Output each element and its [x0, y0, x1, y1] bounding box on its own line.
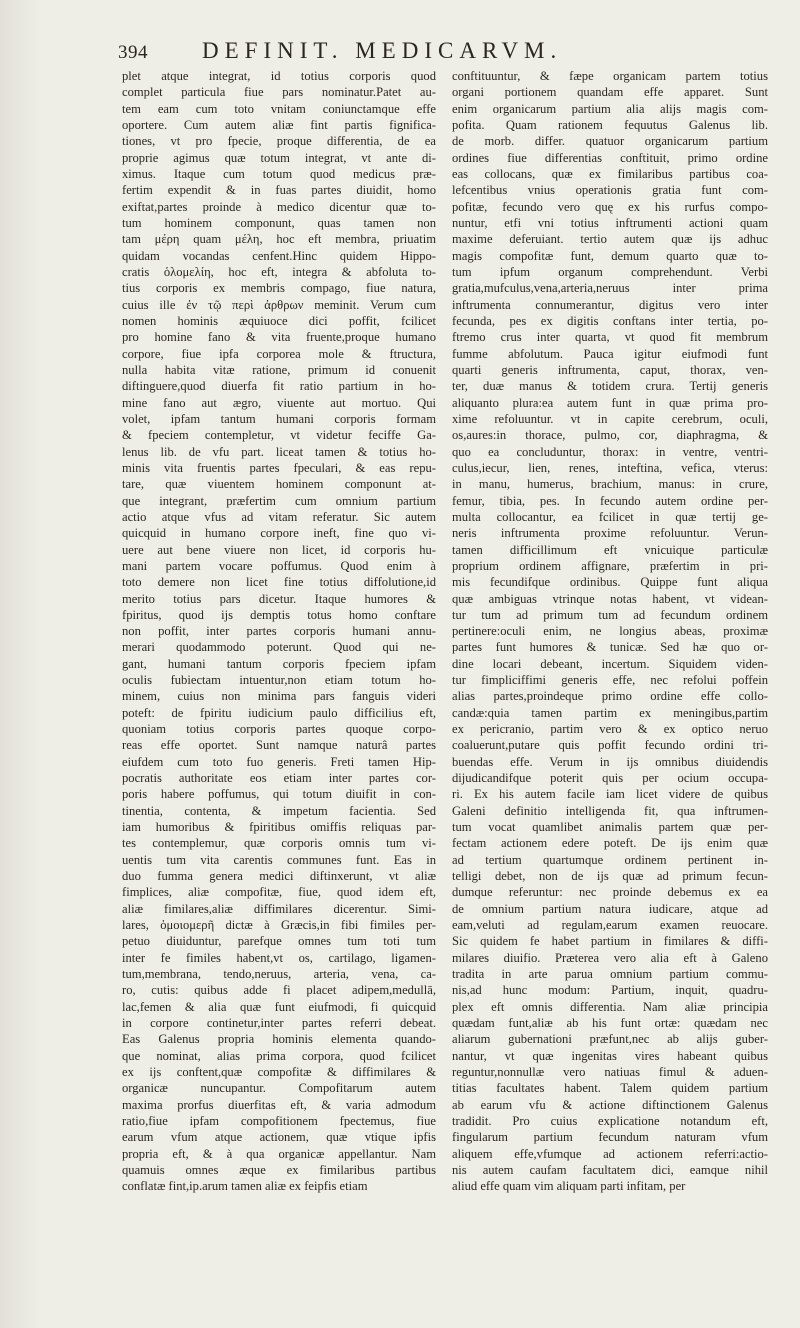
text-line: proprium ordinem affignare, præfertim in pri-	[452, 558, 768, 573]
text-line: tam μέρη quam μέλη, hoc eft membra, priuatim	[122, 232, 436, 247]
text-line: petuo diuiduntur, parefque omnes tum toti tum	[122, 934, 436, 949]
text-line: tum vocat quamlibet animalis partem quæ per-	[452, 820, 768, 835]
text-line: ex ijs conftent,quæ compofitæ & diffimilares &	[122, 1065, 436, 1080]
text-line: enim organicarum partium alia alijs magis com-	[452, 101, 768, 116]
text-line: exiftat,partes proinde à medico dicentur quæ to-	[122, 199, 436, 214]
text-line: quoniam totius corporis partes quoque corpo-	[122, 722, 436, 737]
text-line: lenus lib. de vfu part. liceat tamen & totius ho-	[122, 444, 436, 459]
text-line: poteft: de fpiritu iudicium paulo difficilius eft,	[122, 705, 436, 720]
text-line: candæ:quia tamen partim ex meningibus,partim	[452, 705, 768, 720]
text-line: tius corporis ex membris compago, fiue natura,	[122, 281, 436, 296]
text-line: toto demere non licet fine totius diffolutione,id	[122, 575, 436, 590]
text-line: buendas effe. Verum in ijs omnibus diuidendis	[452, 754, 768, 769]
text-line: dine locari debeant, incertum. Siquidem viden-	[452, 656, 768, 671]
text-line: de morb. differ. quatuor organicarum partium	[452, 134, 768, 149]
text-line: oculis fubiectam intuentur,non etiam totum ho-	[122, 673, 436, 688]
text-line: tinentia, contenta, & impetum facientia. Sed	[122, 803, 436, 818]
text-line: ad tertium quartumque ordinem pertinent in-	[452, 852, 768, 867]
text-line: minem, cuius non minima pars fanguis videri	[122, 689, 436, 704]
text-line: aliquanto plura:ea autem funt in quæ prima pro-	[452, 395, 768, 410]
text-line: tum ipfum organum comprehendunt. Verbi	[452, 264, 768, 279]
text-line: reguntur,nonnullæ vero natiuas fimul & aduen-	[452, 1065, 768, 1080]
text-line: nulla habita vitæ ratione, primum id conuenit	[122, 362, 436, 377]
text-line: tradita in arte parua omnium partium commu-	[452, 967, 768, 982]
text-line: fertim expendit & in fuas partes diuidit, homo	[122, 183, 436, 198]
text-line: de omnium partium natura iudicare, atque ad	[452, 901, 768, 916]
text-line: culus,iecur, lien, renes, inteftina, vefica, vterus:	[452, 460, 768, 475]
text-line: que nominat, alias prima corpora, quod fcilicet	[122, 1048, 436, 1063]
text-line: multa collocantur, ea fcilicet in quæ tertij ge-	[452, 509, 768, 524]
text-line: milares diuifio. Præterea vero alia eft à Galeno	[452, 950, 768, 965]
text-line: nantur, vt quæ ingenitas vires habeant quibus	[452, 1048, 768, 1063]
text-line: Eas Galenus propria hominis elementa quando-	[122, 1032, 436, 1047]
text-line: fectam actionem edere poteft. De ijs enim quæ	[452, 836, 768, 851]
text-line: dumque referuntur: nec proinde debemus ex ea	[452, 885, 768, 900]
text-line: ftremo crus inter quarta, vt quod fit membrum	[452, 330, 768, 345]
text-line: nuntur, etfi vni totius inftrumenti actioni quam	[452, 215, 768, 230]
text-line: Galeni definitio intelligenda fit, qua inftrumen-	[452, 803, 768, 818]
text-line: aliarum gubernationi præfunt,nec ab alijs guber-	[452, 1032, 768, 1047]
page-header	[118, 36, 758, 66]
text-line: eiufdem cum toto fuo generis. Freti tamen Hip-	[122, 754, 436, 769]
text-line: pofitæ, fecundo vero quę ex his rurfus compo-	[452, 199, 768, 214]
text-line: quicquid in humano corpore ineft, fine quo vi-	[122, 526, 436, 541]
text-line: merito totius pars dicetur. Itaque humores &	[122, 591, 436, 606]
text-line: eas collocans, quæ ex fimilaribus partibus coa-	[452, 166, 768, 181]
text-line: lefcentibus vnius operationis gratia funt com-	[452, 183, 768, 198]
text-line: oportere. Cum autem aliæ fint partis fignifica-	[122, 117, 436, 132]
text-line: nis,ad hunc modum: Partium, inquit, quadru-	[452, 983, 768, 998]
text-line: pocratis authoritate eos etiam inter partes cor-	[122, 771, 436, 786]
text-line: tare, quæ viuentem hominem componunt at-	[122, 477, 436, 492]
text-line: os,aures:in thorace, pulmo, cor, diaphragma, &	[452, 428, 768, 443]
text-line: telligi debet, non de ijs quæ ad primum fecun-	[452, 869, 768, 884]
text-line: minis vita fruentis partes fpeculari, & eas repu-	[122, 460, 436, 475]
text-line: propria eft, & à qua organicæ appellantur. Nam	[122, 1146, 436, 1161]
text-line: fimplices, aliæ compofitæ, fiue, quod idem eft,	[122, 885, 436, 900]
running-head: DEFINIT. MEDICARVM.	[202, 38, 563, 63]
text-line: ri. Ex his autem facile iam licet videre de quibus	[452, 787, 768, 802]
text-line: cratis ὁλομελίη, hoc eft, integra & abfoluta to-	[122, 264, 436, 279]
text-line: tes contemplemur, quæ corporis omnis tum vi-	[122, 836, 436, 851]
text-line: fumme abfolutum. Pauca igitur eiufmodi funt	[452, 346, 768, 361]
text-line: organicæ nuncupantur. Compofitarum autem	[122, 1081, 436, 1096]
text-line: dijudicandifque poterit quis per ocium occupa-	[452, 771, 768, 786]
text-line: gratia,mufculus,vena,arteria,neruus inter prima	[452, 281, 768, 296]
text-line: maxima prorfus diuerfitas eft, & varia admodum	[122, 1097, 436, 1112]
left-text-column	[122, 68, 436, 1308]
text-line: organi portionem quandam effe apparet. Sunt	[452, 85, 768, 100]
text-line: mis fecundifque ordinibus. Quippe funt aliqua	[452, 575, 768, 590]
text-line: pofita. Quam rationem fequutus Galenus lib.	[452, 117, 768, 132]
text-line: reas effe oportet. Sunt namque naturâ partes	[122, 738, 436, 753]
text-line: mine fano aut ægro, viuente aut mortuo. Qui	[122, 395, 436, 410]
text-line: non poffit, inter partes corporis humani annu-	[122, 624, 436, 639]
text-line: conftituuntur, & fæpe organicam partem totius	[452, 69, 768, 83]
text-line: uentis tum vita carentis communes funt. Eas in	[122, 852, 436, 867]
text-line: aliæ fimilares,aliæ diffimilares dicerentur. Simi-	[122, 901, 436, 916]
text-line: eam,veluti ad regulam,earum examen reuocare.	[452, 918, 768, 933]
text-line: que integrant, præfertim cum omnium partium	[122, 493, 436, 508]
text-line: iam humoribus & fpiritibus omiffis reliquas par-	[122, 820, 436, 835]
text-line: coaluerunt,putare quis poffit fecundo ordini tri-	[452, 738, 768, 753]
text-line: ter, duæ manus & totidem crura. Tertij generis	[452, 379, 768, 394]
text-line: aliud effe quam vim aliquam parti infitam, per	[452, 1179, 686, 1194]
text-line: tum,membrana, tendo,neruus, arteria, vena, ca-	[122, 967, 436, 982]
gutter-shadow	[0, 0, 40, 1328]
text-line: pro homine fano & vita fruente,proque humano	[122, 330, 436, 345]
text-line: Sic quidem fe habet partium in fimilares & diffi-	[452, 934, 768, 949]
text-line: tem eam cum toto vnitam coniunctamque effe	[122, 101, 436, 116]
text-line: tradidit. Pro cuius explicatione notandum eft,	[452, 1114, 768, 1128]
text-line: tur tum ad primum tum ad fecundum ordinem	[452, 607, 768, 622]
page-number: 394	[118, 42, 148, 63]
text-line: diftinguere,quod diuerfa fit ratio partium in ho-	[122, 379, 436, 394]
text-line: plet atque integrat, id totius corporis quod	[122, 69, 436, 83]
text-line: partes funt humores & tunicæ. Sed hæ quo or-	[452, 640, 768, 655]
text-line: complet particula fiue pars nominatur.Patet au-	[122, 85, 436, 100]
text-line: nomen hominis æquiuoce dici poffit, fcilicet	[122, 313, 436, 328]
text-line: corpore, fiue ipfa corporea mole & ftructura,	[122, 346, 436, 361]
text-line: magis compofitæ funt, demum quarto quæ to-	[452, 248, 768, 263]
text-line: in manu, humerus, brachium, manus: in crure,	[452, 477, 768, 492]
text-line: lares, ὁμοιομερῆ dictæ à Græcis,in fibi fimiles per-	[122, 918, 436, 933]
text-line: neris inftrumenta proxime refoluuntur. Verun-	[452, 526, 768, 541]
text-line: cuius ille ἐν τῷ περὶ ἀρθρων meminit. Verum cum	[122, 297, 436, 312]
text-line: fpiritus, quod ijs demptis totus homo conftare	[122, 607, 436, 622]
text-line: pertinere:oculi enim, ne longius abeas, proximæ	[452, 624, 768, 639]
text-line: poris habere poffumus, qui totum diuifit in con-	[122, 787, 436, 802]
text-line: conflatæ fint,ip.arum tamen aliæ ex feipfis etiam	[122, 1179, 368, 1194]
text-line: ratio,fiue ipfam compofitionem fpectemus, fiue	[122, 1114, 436, 1128]
text-line: maxime deferuiant. tertio autem quæ ijs adhuc	[452, 232, 768, 247]
text-line: quamuis omnes æque ex fimilaribus partibus	[122, 1162, 436, 1177]
text-line: tur fimpliciffimi generis effe, nec refolui poffein	[452, 673, 768, 688]
text-line: inftrumenta connumerantur, digitus vero inter	[452, 297, 768, 312]
text-line: tum hominem componunt, quas tamen non	[122, 215, 436, 230]
text-line: ro, cutis: quibus adde fi placet adipem,medullā,	[122, 983, 436, 998]
text-line: ximus. Itaque cum totum quod medicus præ-	[122, 166, 436, 181]
right-text-column	[452, 68, 768, 1308]
text-line: tamen difficillimum eft vnicuique particulæ	[452, 542, 768, 557]
text-line: ab earum vfu & actione diftinctionem Galenus	[452, 1097, 768, 1112]
text-line: femur, tibia, pes. In fecundo autem ordine per-	[452, 493, 768, 508]
text-line: alias partes,proindeque primo ordine effe collo-	[452, 689, 768, 704]
text-line: earum vfum atque actionem, quæ vtique ipfis	[122, 1130, 436, 1145]
text-line: & fpeciem contempletur, vt videtur feciffe Ga-	[122, 428, 436, 443]
text-line: quæ ambiguas vtrinque notas habent, vt videan-	[452, 591, 768, 606]
text-line: fecunda, pes ex digitis conftans inter tertia, po-	[452, 313, 768, 328]
text-line: ordines fiue differentias conftituit, primo ordine	[452, 150, 768, 165]
text-line: quædam funt,aliæ ab his funt ortæ: quædam nec	[452, 1016, 768, 1031]
text-line: volet, ipfam tantum humani corporis formam	[122, 411, 436, 426]
text-line: xime refoluuntur. vt in capite cerebrum, oculi,	[452, 411, 768, 426]
text-line: fingularum partium fecundum naturam vfum	[452, 1130, 768, 1145]
text-line: plex eft omnis differentia. Nam aliæ principia	[452, 999, 768, 1014]
text-line: duo fumma genera medici diftinxerunt, vt aliæ	[122, 869, 436, 884]
text-line: proprie agimus quæ totum integrat, vt ante di-	[122, 150, 436, 165]
text-line: ex pericranio, partim vero & ex optico neruo	[452, 722, 768, 737]
text-line: actio atque vfus ad vitam referatur. Sic autem	[122, 509, 436, 524]
text-line: quarti generis inftrumenta, caput, thorax, ven-	[452, 362, 768, 377]
text-line: nis autem caufam facultatem dici, eamque nihil	[452, 1162, 768, 1177]
text-line: quidam vocandas cenfent.Hinc quidem Hippo-	[122, 248, 436, 263]
text-line: merari quodammodo poterunt. Quod qui ne-	[122, 640, 436, 655]
text-line: lac,femen & alia quæ funt eiufmodi, fi quicquid	[122, 999, 436, 1014]
text-line: titias facultates habent. Talem quidem partium	[452, 1081, 768, 1096]
text-line: quo ea concluduntur, thorax: in ventre, ventri-	[452, 444, 768, 459]
text-line: inter fe fimiles habent,vt os, cartilago, ligamen-	[122, 950, 436, 965]
text-line: aliquem effe,vfumque ad actionem referri:actio-	[452, 1146, 768, 1161]
text-line: mani partem vocare poffumus. Quod enim à	[122, 558, 436, 573]
text-line: uere aut bene viuere non licet, id corporis hu-	[122, 542, 436, 557]
text-line: in corpore continetur,inter partes referri debeat.	[122, 1016, 436, 1031]
text-line: gant, humani tantum corporis fpeciem ipfam	[122, 656, 436, 671]
text-line: tiones, vt pro fpecie, proque differentia, de ea	[122, 134, 436, 149]
